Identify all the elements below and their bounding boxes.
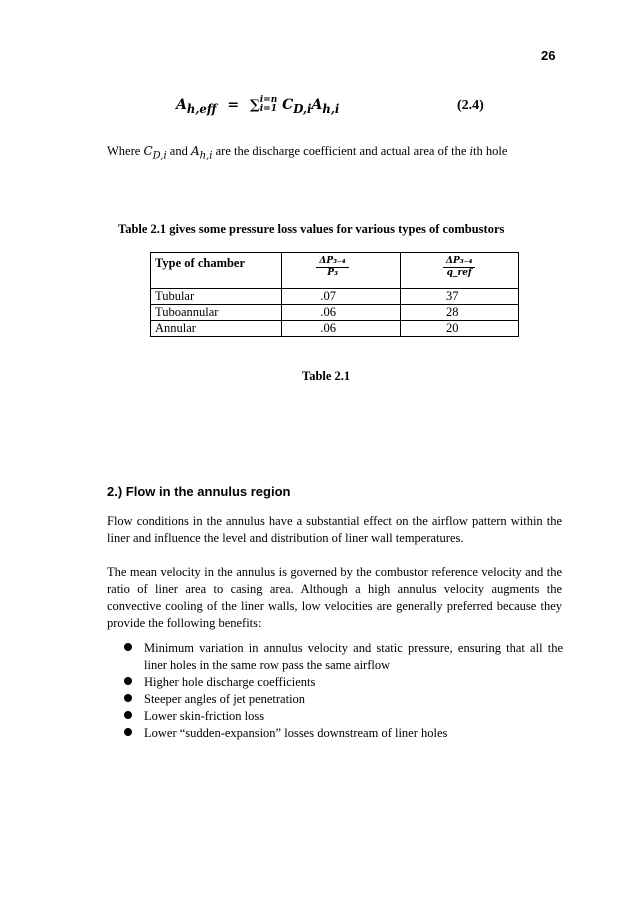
bullet-icon [124,711,132,719]
bullet-icon [124,677,132,685]
cell-ratio-p: .06 [282,321,401,337]
bullet-icon [124,694,132,702]
cell-ratio-p: .07 [282,289,401,305]
where-middle-text: are the discharge coefficient and actual area of the [212,144,470,158]
cell-ratio-q: 20 [401,321,519,337]
where-line [107,144,508,162]
list-item: Minimum variation in annulus velocity and static pressure, ensuring that all the liner holes in the same row pass the same airflow [119,640,563,674]
table-row [151,305,519,321]
where-prefix: Where [107,144,144,158]
header3-denominator: q_ref [446,268,472,278]
list-item: Higher hole discharge coefficients [119,674,563,691]
table-caption: Table 2.1 [302,369,351,383]
header-dynamic-ratio [401,253,519,289]
equation-number: (2.4) [457,98,484,113]
eq-term2-sub: h,i [322,101,340,116]
eq-term1-sub: D,i [293,101,312,116]
benefits-list [119,640,563,742]
eq-sum-lower: i=1 [259,104,277,114]
section-heading: 2.) Flow in the annulus region [107,484,291,499]
paragraph-annulus-velocity: The mean velocity in the annulus is governed by the combustor reference velocity and the ratio of liner area to casing area. Although a high annulus velocity augments the convective cooling of the liner walls, low velocities are generally preferred because they provide the following benefits: [107,565,562,630]
page-number: 26 [541,48,556,63]
cell-type: Annular [151,321,282,337]
header3-numerator: ΔP₃₋₄ [443,256,475,268]
eq-lhs-base: A [176,97,187,113]
eq-term2-base: A [311,97,323,113]
cell-ratio-p: .06 [282,305,401,321]
paragraph-annulus-conditions: Flow conditions in the annulus have a substantial effect on the airflow pattern within the liner and influence the level and distribution of liner wall temperatures. [107,514,562,545]
where-var2: $A_{h,i}$ [190,144,213,162]
bullet-icon [124,643,132,651]
cell-ratio-q: 37 [401,289,519,305]
equation-2-4 [176,96,339,114]
eq-equals: = [227,97,240,113]
header-pressure-ratio [282,253,401,289]
pressure-loss-table [150,252,519,337]
cell-type: Tubular [151,289,282,305]
table-row [151,321,519,337]
eq-sum-limits [260,96,278,114]
list-item: Steeper angles of jet penetration [119,691,563,708]
list-item: Lower “sudden-expansion” losses downstream of liner holes [119,725,563,742]
where-var1: $C_{D,i}$ [143,144,167,162]
bullet-icon [124,728,132,736]
table-intro: Table 2.1 gives some pressure loss values for various types of combustors [118,222,505,236]
header2-denominator: P₃ [327,268,338,278]
list-item: Lower skin-friction loss [119,708,563,725]
eq-sum-symbol: ∑ [249,98,260,113]
eq-sum-upper: i=n [259,95,278,105]
header-type-of-chamber: Type of chamber [151,253,282,289]
header2-numerator: ΔP₃₋₄ [316,256,348,268]
cell-ratio-q: 28 [401,305,519,321]
table-row [151,289,519,305]
eq-lhs-sub: h,eff [186,101,217,116]
cell-type: Tuboannular [151,305,282,321]
where-suffix: th hole [473,144,508,158]
where-mid: and [166,144,191,158]
where-italic-i: i [469,144,474,158]
eq-term1-base: C [282,97,294,113]
table-header-row [151,253,519,289]
